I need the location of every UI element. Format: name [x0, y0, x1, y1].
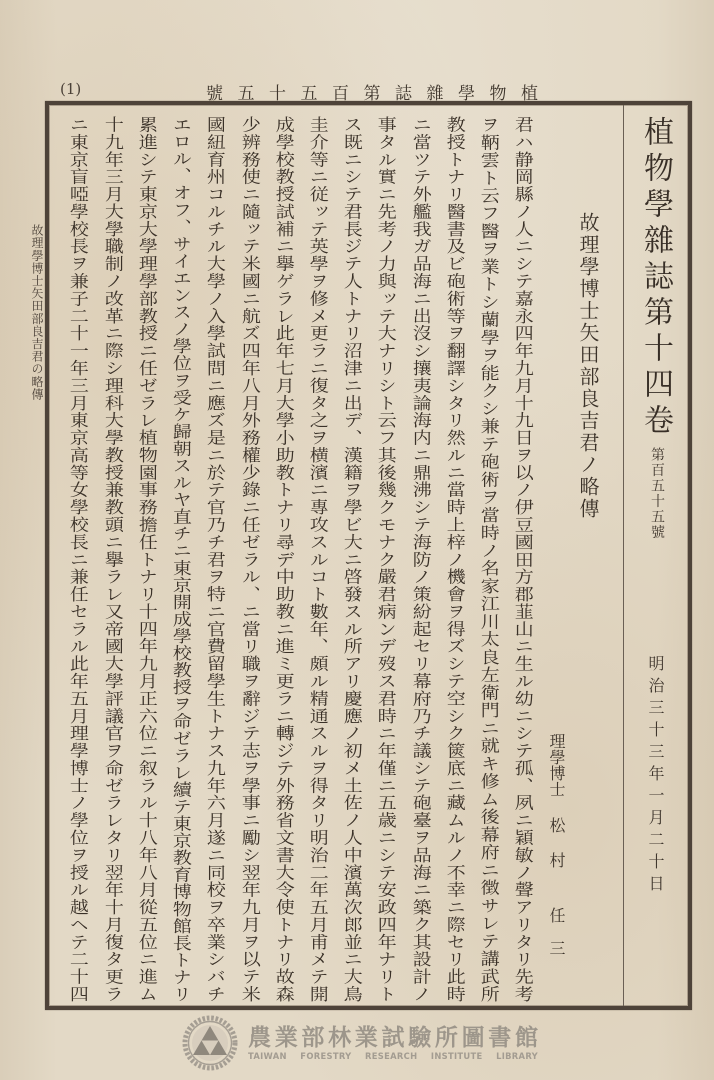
text-column: 累進シテ東京大學理學部教授ニ任ゼラレ植物園事務擔任トナリ十四年九月正六位ニ叙ラル十八年八月從五位ニ進ム — [135, 116, 158, 1002]
text-column: 事タル實ニ先考ノ力與ッテ大ナリシト云フ其後幾クモナク嚴君病ンデ歿ス君時ニ年僅ニ五歳ニシテ安政四年ナリト — [374, 116, 397, 1003]
text-column: ニ當ツテ外艦我ガ品海ニ出沒シ攘夷論海内ニ鼎沸シテ海防ノ策紛起セリ幕府乃チ議シテ砲臺ヲ品海ニ築ク其設計ノ — [409, 116, 432, 1003]
text-column: 國紐育州コルチル大學ノ入學試問ニ應ズ是ニ於テ官乃チ君ヲ特ニ官費留學生トナス九年六月遂ニ同校ヲ卒業シバチ — [203, 116, 226, 1003]
journal-date: 明治三十三年一月二十日 — [646, 655, 665, 897]
text-column: 教授トナリ醫書及ビ砲術等ヲ翻譯シタリ然ルニ當時上梓ノ機會ヲ得ズシテ空シク篋底ニ藏ムルノ不幸ニ際セリ此時 — [443, 116, 466, 1002]
author-family-name: 松村 — [547, 817, 566, 887]
author-degree: 理學博士 — [547, 733, 566, 797]
library-seal-icon — [182, 1015, 238, 1071]
text-column: 少辨務使ニ隨ッテ米國ニ航ズ四年八月外務權少錄ニ任ゼラル、ニ當リ職ヲ辭ジテ志ヲ學事ニ勵シ翌年九月ヲ以テ米 — [238, 116, 261, 1003]
margin-title: 故理學博士矢田部良吉君の略傳 — [30, 224, 44, 401]
text-column: 成學校教授試補ニ擧ゲラレ此年七月大學小助教トナリ尋デ中助教ニ進ミ更ラニ轉ジテ外務省文書大令使トナリ故森 — [272, 116, 295, 1003]
text-column: ニ東京盲啞學校長ヲ兼子二十一年三月東京高等女學校長ニ兼任セラル此年五月理學博士ノ學位ヲ授ル越ヘテ二十四 — [66, 116, 89, 1003]
journal-title: 植物學雜誌第十四卷 — [638, 116, 673, 440]
text-column: ス既ニシテ君長ジテ人トナリ沼津ニ出デ、漢籍ヲ學ビ大ニ啓發スル所アリ慶應ノ初メ土佐ノ人中濱萬次郎並ニ大鳥 — [340, 116, 363, 1003]
library-name-chinese: 農業部林業試驗所圖書館 — [248, 1024, 538, 1051]
library-name-english: TAIWAN FORESTRY RESEARCH INSTITUTE LIBRARY — [248, 1051, 538, 1061]
article-title: 故理學博士矢田部良吉君ノ略傳 — [576, 212, 600, 520]
text-column: ヲ鞆雲ト云フ醫ヲ業トシ蘭學ヲ能クシ兼テ砲術ヲ當時ノ名家江川太良左衛門ニ就キ修ム後幕府ニ徴サレテ講武所 — [477, 116, 500, 1002]
journal-issue: 第百五十五號 — [649, 447, 665, 540]
running-header: 植物學雜誌第百五十五號 — [206, 84, 538, 104]
text-column: 圭介等ニ従ッテ英學ヲ修メ更ラニ復タ之ヲ横濱ニ專攻スルコト數年、頗ル精通スルヲ得タリ明治二年五月甫メテ開 — [306, 116, 329, 1002]
text-column: 十九年三月大學職制ノ改革ニ際シ理科大學教授兼教頭ニ擧ラレ又帝國大學評議官ヲ命ゼラレタリ翌年十月復タ更ラ — [101, 116, 124, 1003]
author-given-name: 任三 — [547, 907, 566, 973]
page-number: (1) — [60, 80, 82, 98]
text-column: エロル、オフ、サイエンスノ學位ヲ受ケ歸朝スルヤ直チニ東京開成學校教授ヲ命ゼラレ續テ東京教育博物館長トナリ — [169, 116, 192, 1002]
text-column: 君ハ静岡縣ノ人ニシテ嘉永四年九月十九日ヲ以ノ伊豆國田方郡韮山ニ生ル幼ニシテ孤、夙ニ穎敏ノ聲アリタリ先考 — [511, 116, 534, 1003]
title-column-divider — [623, 105, 624, 1006]
